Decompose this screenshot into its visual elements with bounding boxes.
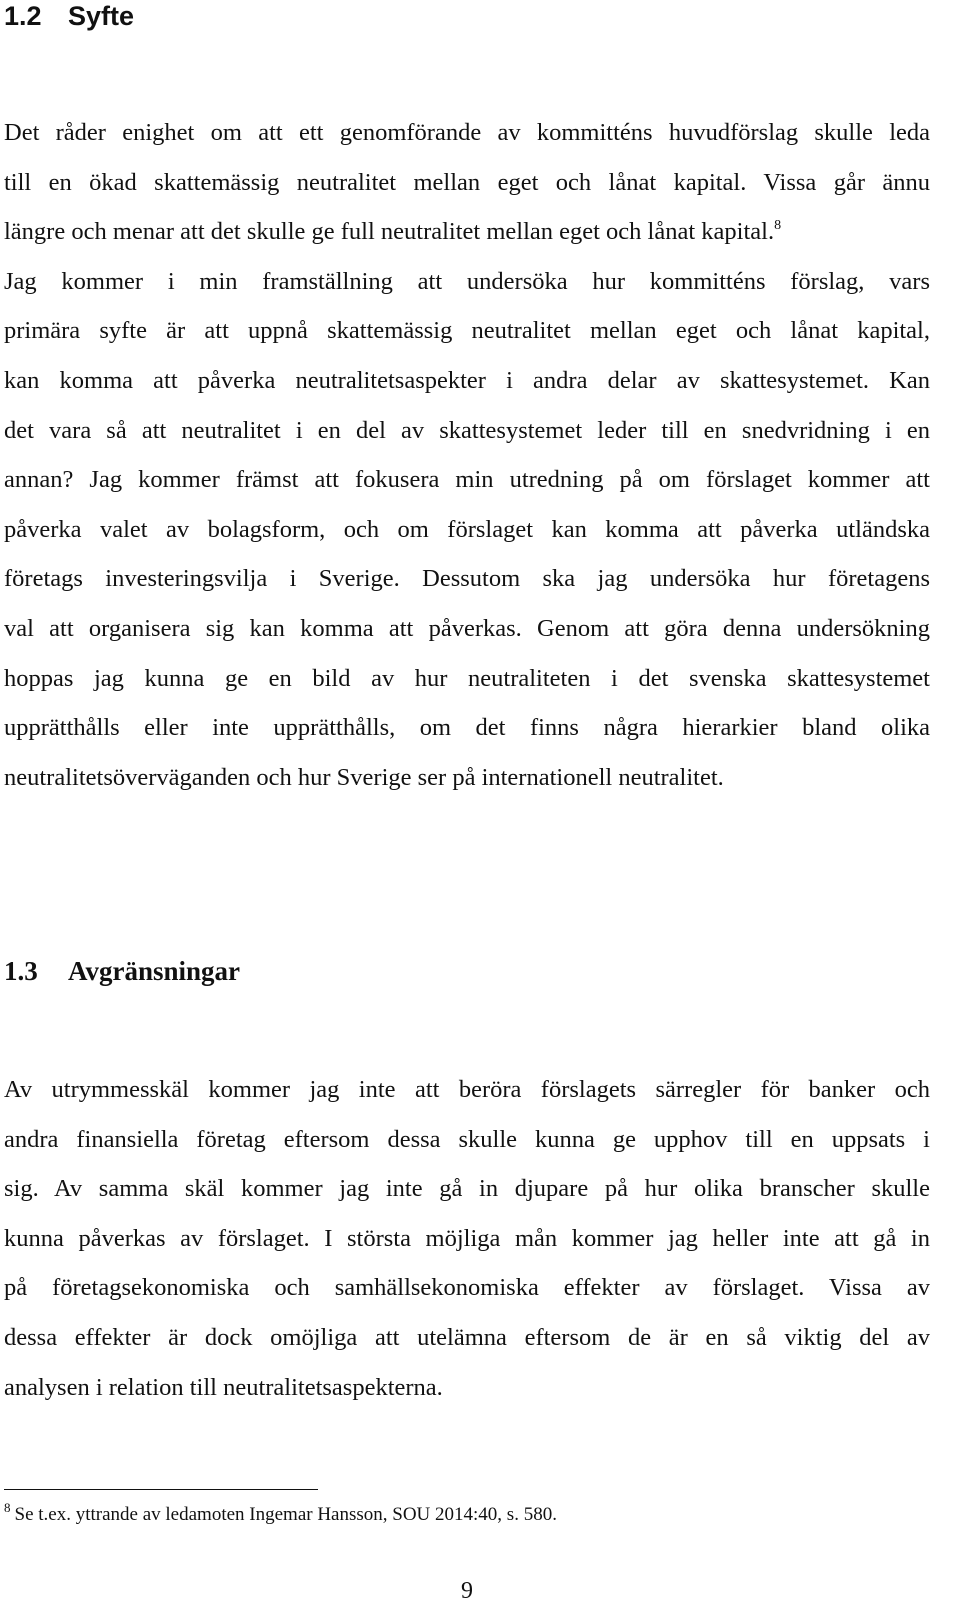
avgransningar-paragraph [4,1065,930,1412]
text-line [4,207,930,257]
section-heading-syfte [4,0,134,32]
text-line: andra finansiella företag eftersom dessa skulle kunna ge upphov till en uppsats i [4,1125,930,1153]
text-line: kunna påverkas av förslaget. I största möjliga mån kommer jag heller inte att gå in [4,1224,930,1252]
text-line: analysen i relation till neutralitetsaspekterna. [4,1373,443,1401]
text-line: på företagsekonomiska och samhällsekonomiska effekter av förslaget. Vissa av [4,1274,930,1302]
text-line: annan? Jag kommer främst att fokusera min utredning på om förslaget kommer att [4,466,930,494]
section-title: Avgränsningar [68,956,241,986]
text-line: upprätthålls eller inte upprätthålls, om det finns några hierarkier bland olika [4,714,930,742]
page-number: 9 [461,1578,473,1604]
text-line: Jag kommer i min framställning att undersöka hur kommitténs förslag, vars [4,267,930,295]
text-line: kan komma att påverka neutralitetsaspekter i andra delar av skattesystemet. Kan [4,366,930,394]
text-line: neutralitetsöverväganden och hur Sverige ser på internationell neutralitet. [4,763,724,791]
text-line: sig. Av samma skäl kommer jag inte gå in djupare på hur olika branscher skulle [4,1175,930,1203]
section-title: Syfte [68,1,135,31]
footnote [4,1502,557,1528]
text-line: hoppas jag kunna ge en bild av hur neutraliteten i det svenska skattesystemet [4,664,930,692]
text-line: dessa effekter är dock omöjliga att utelämna eftersom de är en så viktig del av [4,1323,930,1351]
footnote-mark: 8 [4,1500,11,1515]
text-line: primära syfte är att uppnå skattemässig neutralitet mellan eget och lånat kapital, [4,317,930,345]
footnote-separator [4,1489,318,1490]
text-line: företags investeringsvilja i Sverige. Dessutom ska jag undersöka hur företagens [4,565,930,593]
text-line: det vara så att neutralitet i en del av skattesystemet leder till en snedvridning i en [4,416,930,444]
section-number: 1.3 [4,956,38,986]
section-heading-avgransningar [4,955,240,987]
section-number: 1.2 [4,1,42,31]
footnote-text: Se t.ex. yttrande av ledamoten Ingemar Hansson, SOU 2014:40, s. 580. [14,1504,557,1525]
syfte-paragraph [4,108,930,802]
text-line: Det råder enighet om att ett genomförande av kommitténs huvudförslag skulle leda [4,119,930,146]
footnote-reference: 8 [774,218,782,234]
text-line: Av utrymmesskäl kommer jag inte att beröra förslagets särregler för banker och [4,1076,930,1103]
text-line: till en ökad skattemässig neutralitet mellan eget och lånat kapital. Vissa går ännu [4,168,930,196]
text-line: val att organisera sig kan komma att påverkas. Genom att göra denna undersökning [4,614,930,642]
text-line-content: längre och menar att det skulle ge full neutralitet mellan eget och lånat kapital. [4,218,775,246]
text-line: påverka valet av bolagsform, och om förslaget kan komma att påverka utländska [4,515,930,543]
